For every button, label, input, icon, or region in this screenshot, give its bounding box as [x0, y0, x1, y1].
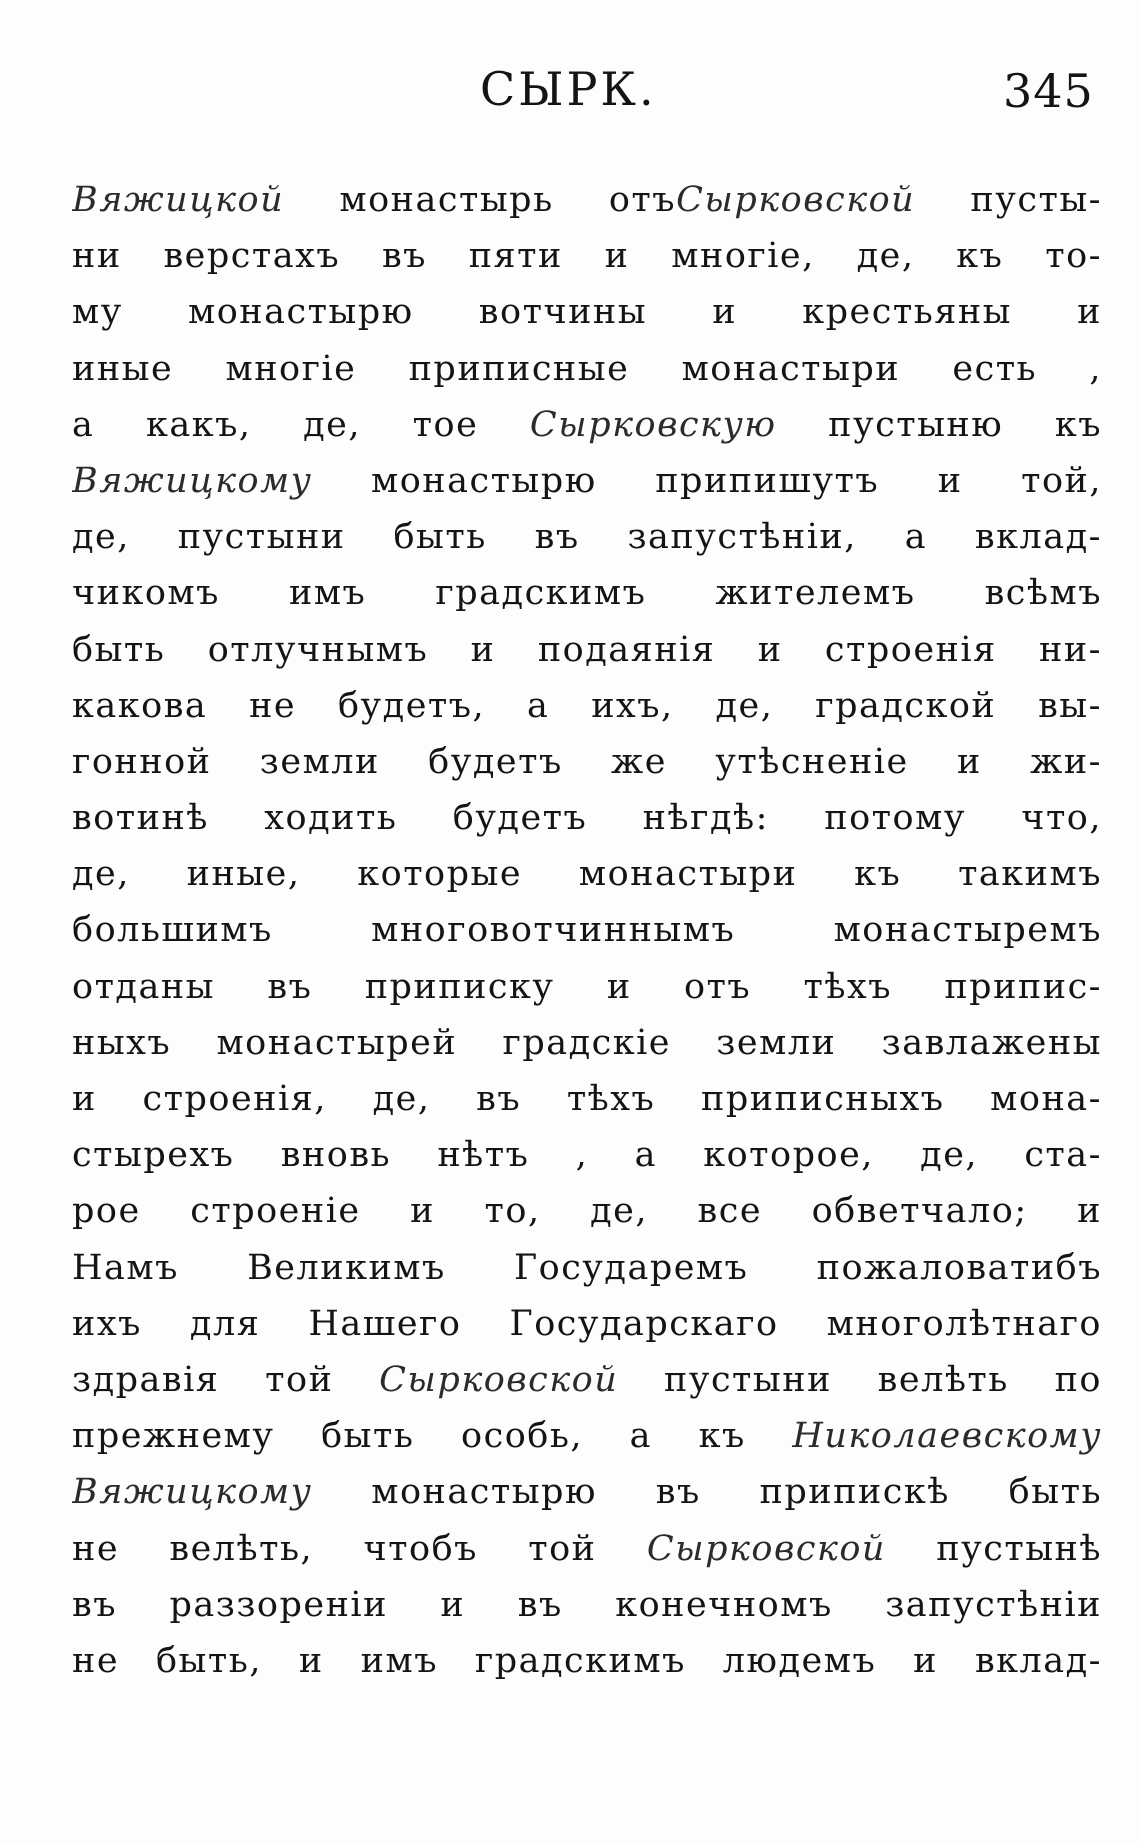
text-run: ни верстахъ въ пяти и многіе, де, къ то-	[72, 236, 1102, 277]
text-line	[72, 790, 1102, 846]
text-line	[72, 1240, 1102, 1296]
text-run: пустынѣ	[885, 1528, 1102, 1569]
text-run: ихъ для Нашего Государскаго многолѣтнаго	[72, 1303, 1102, 1344]
text-line	[72, 341, 1102, 397]
text-run: прежнему быть особь, а къ	[72, 1416, 793, 1457]
italic-proper-name: Вяжицкому	[72, 1472, 313, 1513]
text-run: де, иные, которые монастыри къ такимъ	[72, 854, 1102, 895]
text-run: монастырю въ припискѣ быть	[312, 1472, 1102, 1513]
text-run: пустыню къ	[776, 404, 1102, 445]
page-number: 345	[1003, 64, 1094, 118]
body-text	[72, 172, 1102, 1689]
text-line	[72, 284, 1102, 340]
text-line	[72, 902, 1102, 958]
text-run: му монастырю вотчины и крестьяны и	[72, 292, 1102, 333]
text-run: Намъ Великимъ Государемъ пожаловатибъ	[72, 1247, 1102, 1288]
text-line	[72, 678, 1102, 734]
text-run: рое строеніе и то, де, все обветчало; и	[72, 1191, 1102, 1232]
text-run: гонной земли будетъ же утѣсненіе и жи-	[72, 741, 1102, 782]
text-run: большимъ многовотчиннымъ монастыремъ	[72, 910, 1102, 951]
italic-proper-name: Николаевскому	[792, 1416, 1102, 1457]
italic-proper-name: Сырковской	[646, 1528, 886, 1569]
text-run: пусты-	[915, 180, 1102, 220]
text-run: въ раззореніи и въ конечномъ запустѣніи	[72, 1584, 1102, 1625]
text-line	[72, 734, 1102, 790]
italic-proper-name: Вяжицкой	[72, 180, 285, 220]
text-run: де, пустыни быть въ запустѣніи, а вклад-	[72, 517, 1102, 558]
text-line	[72, 1127, 1102, 1183]
text-line	[72, 622, 1102, 678]
text-run: чикомъ имъ градскимъ жителемъ всѣмъ	[72, 573, 1102, 614]
italic-proper-name: Сырковской	[379, 1359, 619, 1400]
text-run: вотинѣ ходить будетъ нѣгдѣ: потому что,	[72, 798, 1102, 839]
text-line	[72, 565, 1102, 621]
text-run: пустыни велѣть по	[618, 1359, 1102, 1400]
text-run: не велѣть, чтобъ той	[72, 1528, 647, 1569]
text-run: монастырь отъ	[284, 180, 677, 220]
text-run: быть отлучнымъ и подаянія и строенія ни-	[72, 629, 1102, 670]
text-line	[72, 959, 1102, 1015]
text-run: иные многіе приписные монастыри есть ,	[72, 348, 1102, 389]
text-run: монастырю припишутъ и той,	[312, 460, 1102, 501]
text-run: стырехъ вновь нѣтъ , а которое, де, ста-	[72, 1135, 1102, 1176]
running-head	[0, 62, 1140, 132]
text-line	[72, 1408, 1102, 1464]
text-run: отданы въ приписку и отъ тѣхъ припис-	[72, 966, 1102, 1007]
italic-proper-name: Вяжицкому	[72, 460, 313, 501]
text-run: какова не будетъ, а ихъ, де, градской вы-	[72, 685, 1102, 726]
italic-proper-name: Сырковской	[676, 180, 916, 220]
text-line	[72, 1015, 1102, 1071]
text-line	[72, 1521, 1102, 1577]
text-line	[72, 846, 1102, 902]
text-line	[72, 453, 1102, 509]
text-line	[72, 1633, 1102, 1689]
text-line	[72, 172, 1102, 228]
text-run: ныхъ монастырей градскіе земли завлажены	[72, 1022, 1102, 1063]
text-line	[72, 1183, 1102, 1239]
text-line	[72, 228, 1102, 284]
text-line	[72, 1071, 1102, 1127]
text-run: здравія той	[72, 1359, 380, 1400]
text-line	[72, 1296, 1102, 1352]
text-line	[72, 1352, 1102, 1408]
text-run: и строенія, де, въ тѣхъ приписныхъ мона-	[72, 1079, 1102, 1119]
text-run: а какъ, де, тое	[72, 404, 530, 445]
text-line	[72, 1577, 1102, 1633]
italic-proper-name: Сырковскую	[529, 404, 777, 445]
running-head-title: СЫРК.	[480, 62, 657, 116]
text-line	[72, 397, 1102, 453]
text-line	[72, 509, 1102, 565]
text-run: не быть, и имъ градскимъ людемъ и вклад-	[72, 1640, 1102, 1681]
text-line	[72, 1464, 1102, 1520]
